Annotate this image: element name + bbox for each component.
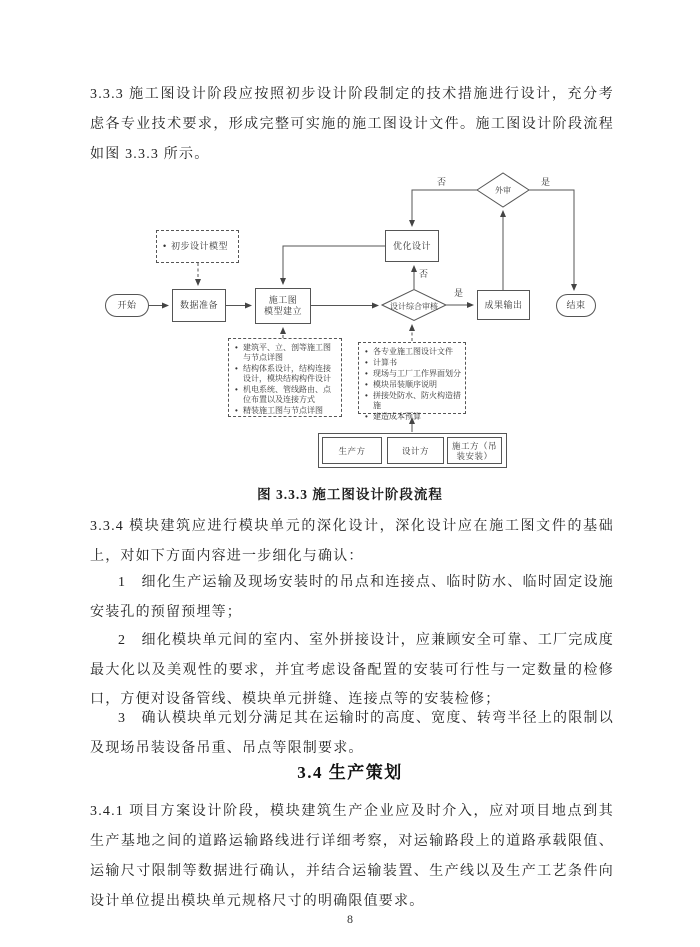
note-item: • 机电系统、管线路由、点位布置以及连接方式 (234, 385, 338, 405)
note-item: • 建筑平、立、剖等施工图与节点详图 (234, 343, 338, 363)
note-item: • 精装施工图与节点详图 (234, 406, 338, 416)
note-list-model-content (228, 338, 342, 417)
party-producer: 生产方 (322, 437, 382, 464)
note-item: • 现场与工厂工作界面划分 (364, 369, 462, 379)
flow-node-optimize: 优化设计 (385, 230, 439, 262)
list-item-1: 1 细化生产运输及现场安装时的吊点和连接点、临时防水、临时固定设施安装孔的预留预埋等； (90, 575, 614, 620)
flow-node-start: 开始 (105, 294, 149, 317)
flow-node-data-prep: 数据准备 (172, 289, 226, 322)
note-item: • 计算书 (364, 358, 462, 368)
paragraph-3-3-3: 3.3.3 施工图设计阶段应按照初步设计阶段制定的技术措施进行设计，充分考虑各专业技术要求，形成完整可实施的施工图设计文件。施工图设计阶段流程如图 3.3.3 所示。 (90, 87, 614, 162)
branch-label-yes-review: 是 (454, 288, 464, 298)
flow-node-model-build (255, 288, 311, 324)
paragraph-3-4-1: 3.4.1 项目方案设计阶段，模块建筑生产企业应及时介入，应对项目地点到其生产基地之间的道路运输路线进行详细考察，对运输路段上的道路承载限值、运输尺寸限制等数据进行确认，并结合运输装置、生产线以及生产工艺条件向设计单位提出模块单元规格尺寸的明确限值要求。 (90, 804, 614, 909)
flow-node-external-review-label: 外审 (495, 186, 511, 195)
note-item: • 建造成本预算 (364, 412, 462, 422)
note-initial-model-text: • 初步设计模型 (162, 241, 228, 252)
list-item-3: 3 确认模块单元划分满足其在运输时的高度、宽度、转弯半径上的限制以及现场吊装设备吊重、吊点等限制要求。 (90, 711, 614, 756)
flow-node-design-review-label: 设计综合审核 (390, 302, 438, 311)
flow-node-end: 结束 (556, 294, 596, 317)
note-initial-model (156, 230, 239, 263)
note-item: • 各专业施工图设计文件 (364, 347, 462, 357)
flow-node-model-build-line2: 模型建立 (263, 306, 302, 316)
note-item: • 结构体系设计，结构连接设计，模块结构构件设计 (234, 364, 338, 384)
branch-label-no-review: 否 (419, 269, 429, 279)
paragraph-3-3-4: 3.3.4 模块建筑应进行模块单元的深化设计，深化设计应在施工图文件的基础上，对如下方面内容进一步细化与确认： (90, 519, 614, 564)
party-designer: 设计方 (387, 437, 444, 464)
flow-node-output: 成果输出 (477, 290, 530, 320)
note-list-review-content (358, 342, 466, 421)
list-item-2: 2 细化模块单元间的室内、室外拼接设计，应兼顾安全可靠、工厂完成度最大化以及美观性的要求，并宜考虑设备配置的安装可行性与一定数量的检修口，方便对设备管线、模块单元拼缝、连接点等的安装检修； (90, 633, 614, 707)
section-heading-3-4: 3.4 生产策划 (297, 763, 403, 782)
figure-caption: 图 3.3.3 施工图设计阶段流程 (257, 487, 443, 502)
branch-label-yes-external: 是 (541, 177, 551, 187)
party-constructor: 施工方（吊装安装） (447, 437, 502, 464)
flow-node-model-build-line1: 施工图 (268, 295, 298, 305)
branch-label-no-external: 否 (437, 177, 447, 187)
note-item: • 拼接处防水、防火构造措施 (364, 391, 462, 411)
note-item: • 模块吊装顺序说明 (364, 380, 462, 390)
page-number: 8 (347, 912, 353, 926)
